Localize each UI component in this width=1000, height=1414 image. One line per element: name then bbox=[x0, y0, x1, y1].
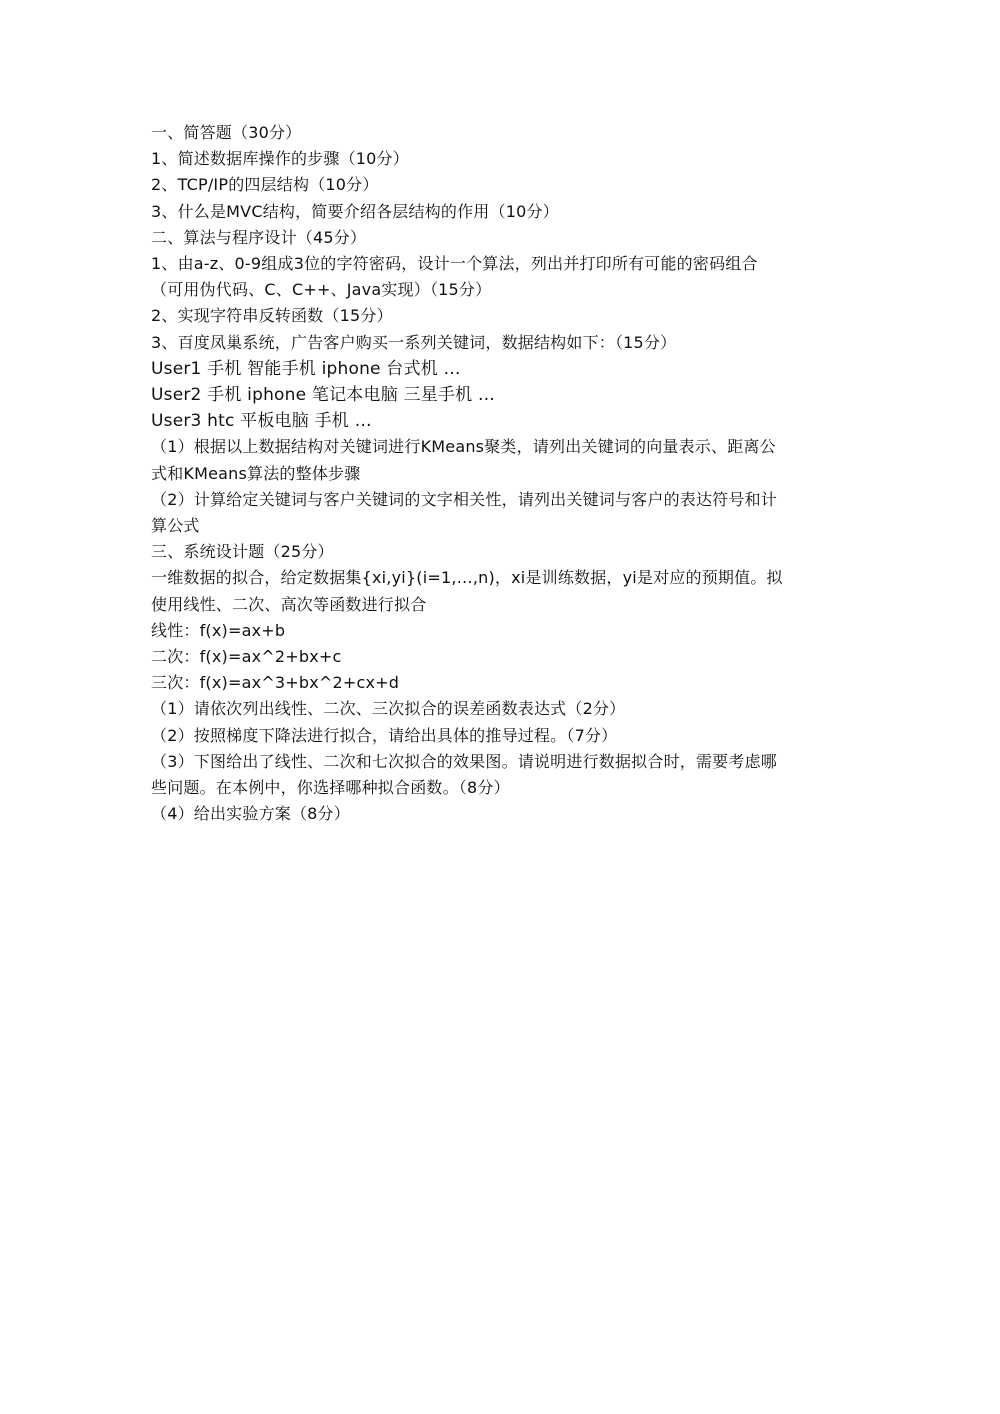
sub-question-text: （4）给出实验方案（8分） bbox=[151, 804, 350, 824]
formula-cubic: 三次：f(x)=ax^3+bx^2+cx+d bbox=[151, 673, 400, 693]
question-text: 1、由a-z、0-9组成3位的字符密码，设计一个算法，列出并打印所有可能的密码组合 bbox=[151, 254, 758, 274]
data-row-user2: User2 手机 iphone 笔记本电脑 三星手机 … bbox=[151, 385, 496, 406]
document-page bbox=[151, 120, 851, 827]
sub-question-text: 式和KMeans算法的整体步骤 bbox=[151, 463, 361, 483]
section-heading-algorithm: 二、算法与程序设计（45分） bbox=[151, 227, 367, 247]
question-text: 3、什么是MVC结构，简要介绍各层结构的作用（10分） bbox=[151, 201, 559, 221]
question-text: 1、简述数据库操作的步骤（10分） bbox=[151, 149, 409, 169]
question-text: （可用伪代码、C、C++、Java实现）（15分） bbox=[151, 280, 492, 300]
section-heading-short-answer: 一、简答题（30分） bbox=[151, 123, 302, 142]
sub-question-text: （1）请依次列出线性、二次、三次拟合的误差函数表达式（2分） bbox=[151, 699, 626, 719]
question-text: 使用线性、二次、高次等函数进行拟合 bbox=[151, 594, 427, 614]
question-text: 2、TCP/IP的四层结构（10分） bbox=[151, 175, 379, 195]
question-text: 3、百度凤巢系统，广告客户购买一系列关键词，数据结构如下：（15分） bbox=[151, 332, 677, 352]
question-text: 2、实现字符串反转函数（15分） bbox=[151, 306, 393, 326]
formula-linear: 线性：f(x)=ax+b bbox=[151, 620, 286, 640]
sub-question-text: 算公式 bbox=[151, 516, 200, 536]
formula-quadratic: 二次：f(x)=ax^2+bx+c bbox=[151, 647, 342, 667]
question-text: 一维数据的拟合，给定数据集{xi,yi}(i=1,…,n)，xi是训练数据，yi是对应的预期值。拟 bbox=[151, 568, 783, 588]
sub-question-text: （1）根据以上数据结构对关键词进行KMeans聚类，请列出关键词的向量表示、距离公 bbox=[151, 437, 776, 457]
sub-question-text: （3）下图给出了线性、二次和七次拟合的效果图。请说明进行数据拟合时，需要考虑哪 bbox=[151, 751, 777, 771]
sub-question-text: （2）计算给定关键词与客户关键词的文字相关性，请列出关键词与客户的表达符号和计 bbox=[151, 489, 777, 509]
sub-question-text: 些问题。在本例中，你选择哪种拟合函数。（8分） bbox=[151, 778, 510, 798]
data-row-user1: User1 手机 智能手机 iphone 台式机 … bbox=[151, 358, 461, 379]
section-heading-system-design: 三、系统设计题（25分） bbox=[151, 542, 334, 562]
sub-question-text: （2）按照梯度下降法进行拟合，请给出具体的推导过程。（7分） bbox=[151, 725, 618, 745]
data-row-user3: User3 htc 平板电脑 手机 … bbox=[151, 411, 372, 432]
